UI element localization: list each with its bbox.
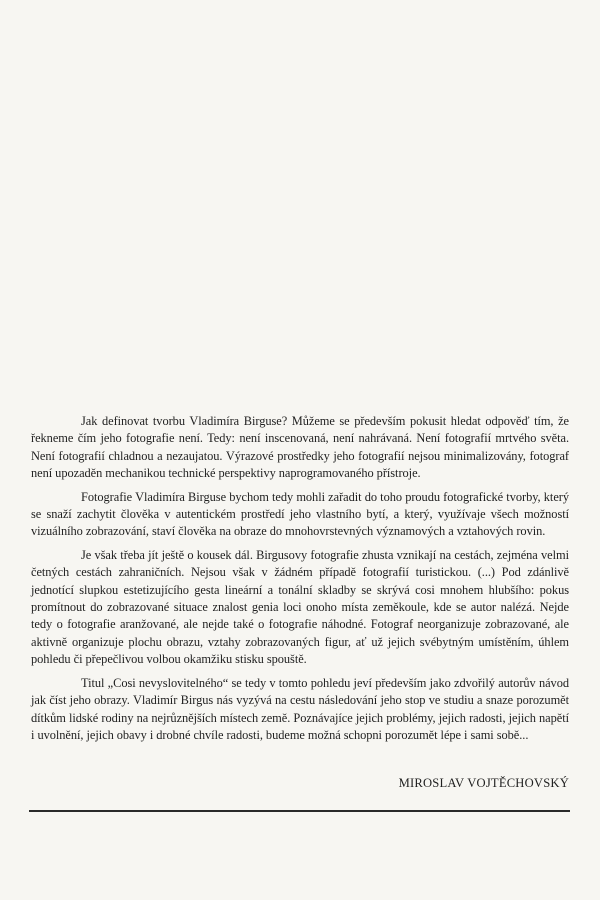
paragraph-1: Jak definovat tvorbu Vladimíra Birguse? Můžeme se především pokusit hledat odpověď tím, že řekneme čím jeho fotografie není. Tedy: není inscenovaná, není nahrávaná. Není fotografií mrtvého světa. Není fotografií chladnou a nezaujatou. Výrazové prostředky jeho fotografií nejsou minimalizovány, fotograf není upozaděn mechanikou technické perspektivy naprogramovaného přístroje. [31,414,569,481]
author-signature: MIROSLAV VOJTĚCHOVSKÝ [398,776,569,790]
paragraph-4: Titul „Cosi nevyslovitelného“ se tedy v tomto pohledu jeví především jako zdvořilý autorův návod jak číst jeho obrazy. Vladimír Birgus nás vyzývá na cestu následování jeho stop ve studiu a snaze porozumět dítkům lidské rodiny na nejrůznějších místech země. Poznávajíce jejich problémy, jejich radosti, jejich napětí i uvolnění, jejich obavy i drobné chvíle radosti, budeme možná schopni porozumět lépe i sami sobě... [31,675,569,742]
paragraph-2: Fotografie Vladimíra Birguse bychom tedy mohli zařadit do toho proudu fotografické tvorby, který se snaží zachytit člověka v autentickém prostředí jeho vlastního bytí, a který, využívaje všech možností vizuálního zobrazování, staví člověka na obraze do mnohovrstevných významových a vztahových rovin. [31,489,569,539]
article-body [31,413,569,750]
horizontal-rule [29,810,570,812]
paragraph-3: Je však třeba jít ještě o kousek dál. Birgusovy fotografie zhusta vznikají na cestách, zejména velmi četných cestách zahraničních. Nejsou však v žádném případě fotografií turistickou. (...) Pod zdánlivě jednotící slupkou estetizujícího gesta lineární a tonální skladby se skrývá cosi mnohem hlubšího: pokus promítnout do zobrazované situace znalost genia loci onoho místa zeměkoule, kde se autor nalézá. Nejde tedy o fotografie aranžované, ale nejde také o fotografie náhodné. Fotograf neorganizuje zobrazované, ale aktivně organizuje plochu obrazu, vztahy zobrazovaných figur, ať už jejich svébytným umístěním, úhlem pohledu či přepečlivou volbou okamžiku stisku spouště. [31,547,569,667]
